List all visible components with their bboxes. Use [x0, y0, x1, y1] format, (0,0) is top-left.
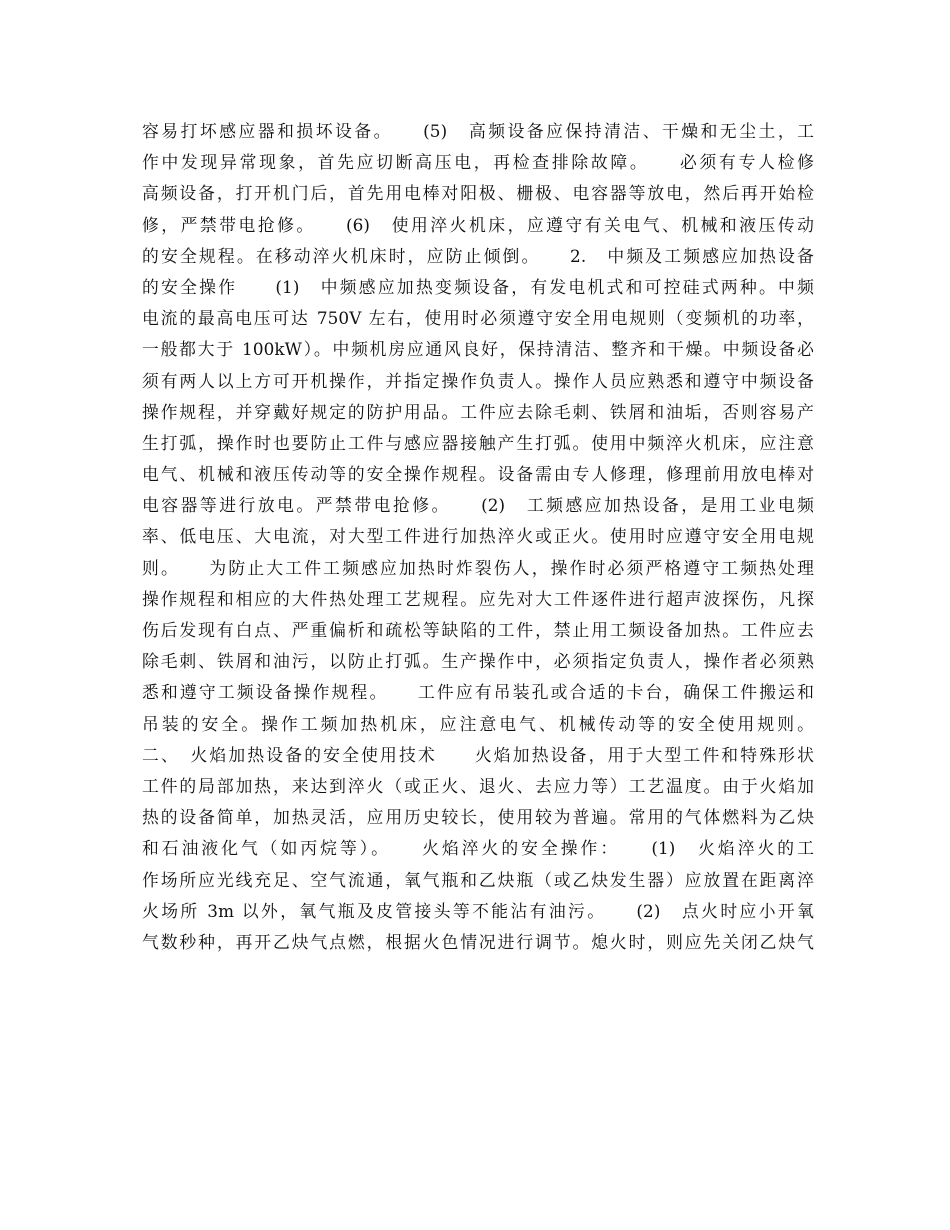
text-line: 修，严禁带电抢修。 (6) 使用淬火机床，应遵守有关电气、机械和液压传动: [142, 214, 814, 235]
text-line: 容易打坏感应器和损坏设备。 (5) 高频设备应保持清洁、干燥和无尘土，工: [142, 121, 814, 141]
text-line: 和石油液化气（如丙烷等）。 火焰淬火的安全操作： (1) 火焰淬火的工: [142, 838, 814, 859]
text-line: 作中发现异常现象，首先应切断高压电，再检查排除故障。 必须有专人检修: [142, 152, 814, 173]
text-line: 二、 火焰加热设备的安全使用技术 火焰加热设备，用于大型工件和特殊形状: [142, 744, 814, 765]
text-line: 操作规程和相应的大件热处理工艺规程。应先对大工件逐件进行超声波探伤，凡探: [142, 588, 814, 609]
text-line: 率、低电压、大电流，对大型工件进行加热淬火或正火。使用时应遵守安全用电规: [142, 526, 814, 547]
text-line: 的安全规程。在移动淬火机床时，应防止倾倒。 2. 中频及工频感应加热设备: [142, 245, 814, 266]
text-line: 吊装的安全。操作工频加热机床，应注意电气、机械传动等的安全使用规则。: [142, 713, 814, 734]
text-line: 一般都大于 100kW）。中频机房应通风良好，保持清洁、整齐和干燥。中频设备必: [142, 339, 814, 360]
text-line: 电气、机械和液压传动等的安全操作规程。设备需由专人修理，修理前用放电棒对: [142, 464, 814, 485]
text-line: 操作规程，并穿戴好规定的防护用品。工件应去除毛刺、铁屑和油垢，否则容易产: [142, 401, 814, 422]
text-line: 作场所应光线充足、空气流通，氧气瓶和乙炔瓶（或乙炔发生器）应放置在距离淬: [142, 869, 814, 890]
text-line: 的安全操作 (1) 中频感应加热变频设备，有发电机式和可控硅式两种。中频: [142, 276, 814, 297]
text-line: 伤后发现有白点、严重偏析和疏松等缺陷的工件，禁止用工频设备加热。工件应去: [142, 620, 814, 640]
text-line: 电流的最高电压可达 750V 左右，使用时必须遵守安全用电规则（变频机的功率，: [142, 308, 814, 329]
text-line: 气数秒种，再开乙炔气点燃，根据火色情况进行调节。熄火时，则应先关闭乙炔气: [142, 931, 814, 952]
text-line: 工件的局部加热，来达到淬火（或正火、退火、去应力等）工艺温度。由于火焰加: [142, 775, 814, 796]
text-line: 生打弧，操作时也要防止工件与感应器接触产生打弧。使用中频淬火机床，应注意: [142, 432, 814, 453]
body-text: [142, 116, 814, 958]
text-line: 高频设备，打开机门后，首先用电棒对阳极、栅极、电容器等放电，然后再开始检: [142, 183, 814, 204]
text-line: 热的设备简单，加热灵活，应用历史较长，使用较为普遍。常用的气体燃料为乙炔: [142, 807, 814, 828]
text-line: 须有两人以上方可开机操作，并指定操作负责人。操作人员应熟悉和遵守中频设备: [142, 370, 814, 391]
text-line: 火场所 3m 以外，氧气瓶及皮管接头等不能沾有油污。 (2) 点火时应小开氧: [142, 900, 814, 921]
text-line: 则。 为防止大工件工频感应加热时炸裂伤人，操作时必须严格遵守工频热处理: [142, 557, 814, 578]
text-line: 除毛刺、铁屑和油污，以防止打弧。生产操作中，必须指定负责人，操作者必须熟: [142, 651, 814, 672]
text-line: 电容器等进行放电。严禁带电抢修。 (2) 工频感应加热设备，是用工业电频: [142, 495, 814, 516]
text-line: 悉和遵守工频设备操作规程。 工件应有吊装孔或合适的卡台，确保工件搬运和: [142, 682, 814, 703]
